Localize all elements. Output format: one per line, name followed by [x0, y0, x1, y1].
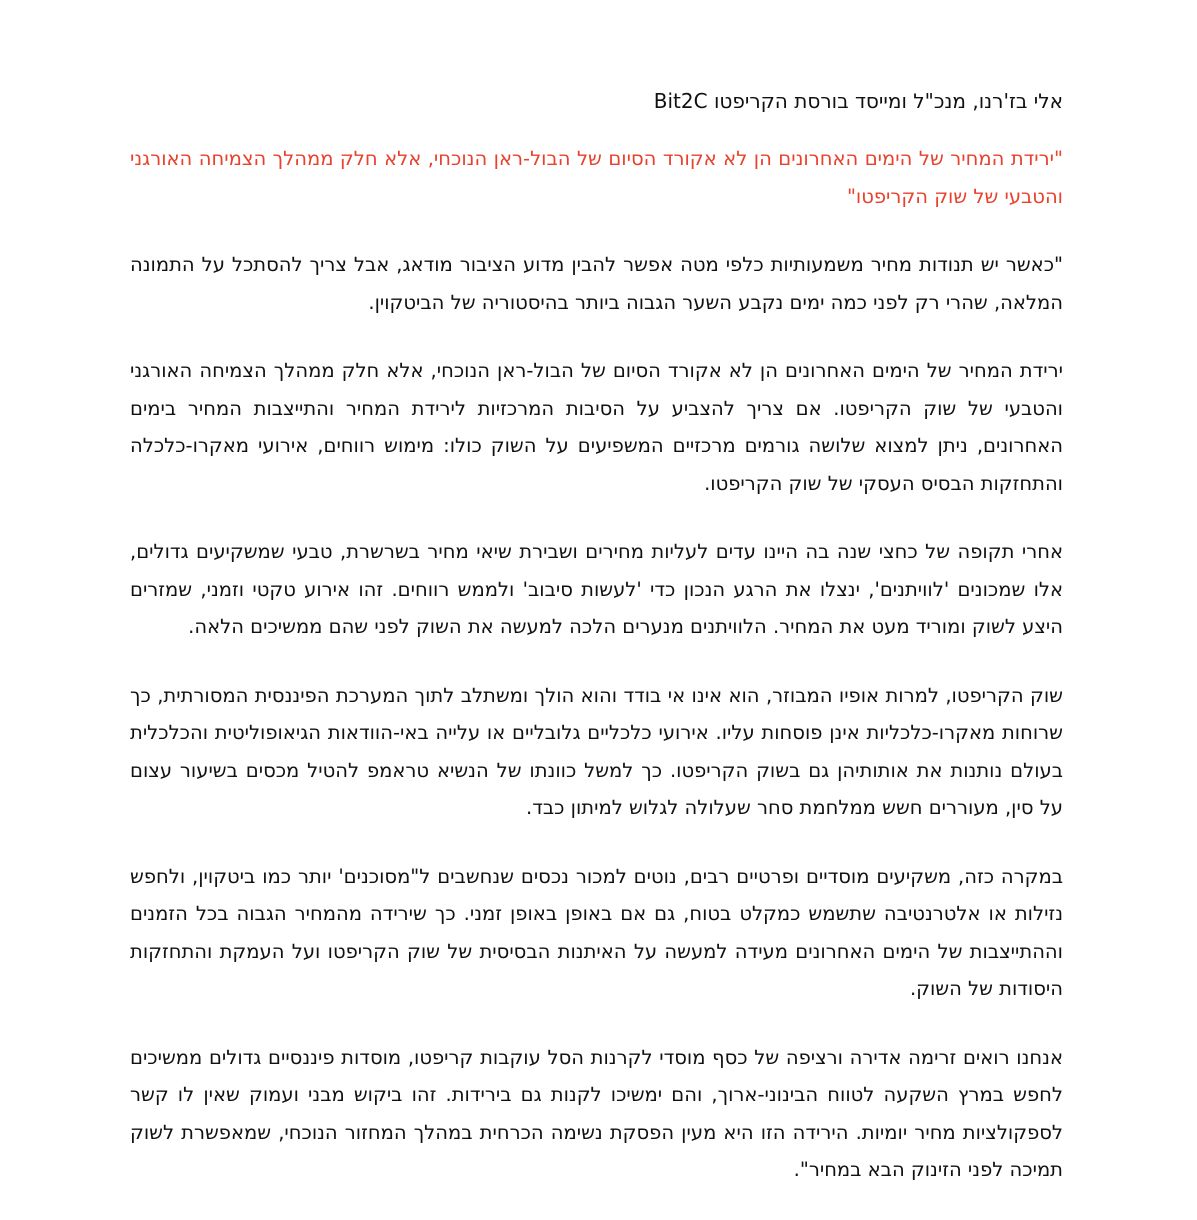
article-body — [130, 84, 1063, 1220]
paragraph-3: אחרי תקופה של כחצי שנה בה היינו עדים לעליות מחירים ושבירת שיאי מחיר בשרשרת, טבעי שמשקיעים גדולים, אלו שמכונים 'לוויתנים', ינצלו את הרגע הנכון כדי 'לעשות סיבוב' ולממש רווחים. זהו אירוע טקטי וזמני, שמזרים היצע לשוק ומוריד מעט את המחיר. הלוויתנים מנערים הלכה למעשה את השוק לפני שהם ממשיכים הלאה. — [130, 540, 1063, 638]
paragraph-5: במקרה כזה, משקיעים מוסדיים ופרטיים רבים, נוטים למכור נכסים שנחשבים ל"מסוכנים' יותר כמו ביטקוין, ולחפש נזילות או אלטרנטיבה שתשמש כמקלט בטוח, גם אם באופן באופן זמני. כך שירידה מהמחיר הגבוה בכל הזמנים וההתייצבות של הימים האחרונים מעידה למעשה על האיתנות הבסיסית של שוק הקריפטו ועל העמקת והתחזקות היסודות של השוק. — [130, 864, 1063, 1000]
pull-quote: "ירידת המחיר של הימים האחרונים הן לא אקורד הסיום של הבול-ראן הנוכחי, אלא חלק ממהלך הצמיחה האורגני והטבעי של שוק הקריפטו" — [130, 147, 1063, 208]
paragraph-4: שוק הקריפטו, למרות אופיו המבוזר, הוא אינו אי בודד והוא הולך ומשתלב לתוך המערכת הפיננסית המסורתית, כך שרוחות מאקרו-כלכליות אינן פוסחות עליו. אירועי כלכליים גלובליים או עלייה באי-הוודאות הגיאופוליטית והכלכלית בעולם נותנות את אותותיהן גם בשוק הקריפטו. כך למשל כוונתו של הנשיא טראמפ להטיל מכסים בשיעור עצום על סין, מעוררים חשש ממלחמת סחר שעלולה לגלוש למיתון כבד. — [130, 683, 1063, 819]
paragraph-2: ירידת המחיר של הימים האחרונים הן לא אקורד הסיום של הבול-ראן הנוכחי, אלא חלק ממהלך הצמיחה האורגני והטבעי של שוק הקריפטו. אם צריך להצביע על הסיבות המרכזיות לירידת המחיר והתייצבות המחיר בימים האחרונים, ניתן למצוא שלושה גורמים מרכזיים המשפיעים על השוק כולו: מימוש רווחים, אירועי מאקרו-כלכלה והתחזקות הבסיס העסקי של שוק הקריפטו. — [130, 359, 1063, 495]
paragraph-6: אנחנו רואים זרימה אדירה ורציפה של כסף מוסדי לקרנות הסל עוקבות קריפטו, מוסדות פיננסיים גדולים ממשיכים לחפש במרץ השקעה לטווח הבינוני-ארוך, והם ימשיכו לקנות גם בירידות. זהו ביקוש מבני ועמוק שאין לו קשר לספקולציות מחיר יומיות. הירידה הזו היא מעין הפסקת נשימה הכרחית במהלך המחזור הנוכחי, שמאפשרת לשוק תמיכה לפני הזינוק הבא במחיר". — [130, 1045, 1063, 1181]
paragraph-1: "כאשר יש תנודות מחיר משמעותיות כלפי מטה אפשר להבין מדוע הציבור מודאג, אבל צריך להסתכל על התמונה המלאה, שהרי רק לפני כמה ימים נקבע השער הגבוה ביותר בהיסטוריה של הביטקוין. — [130, 253, 1063, 314]
author-line: אלי בז'רנו, מנכ"ל ומייסד בורסת הקריפטו Bit2C — [653, 89, 1063, 113]
